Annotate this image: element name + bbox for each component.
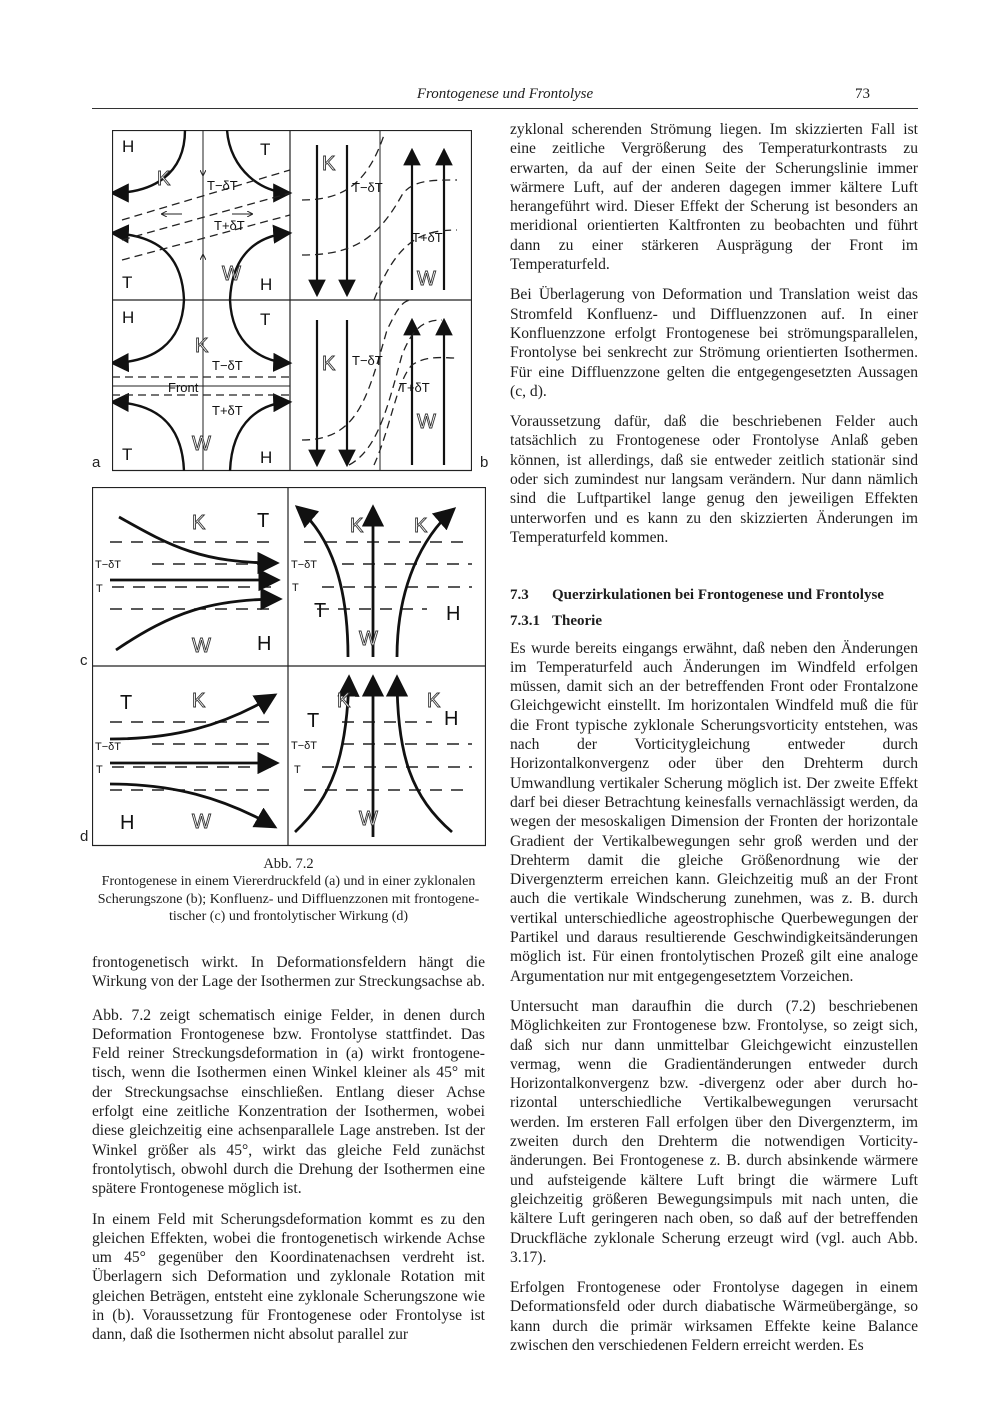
figure-caption-text: Frontogenese in einem Viererdruckfeld (a) und in einer zyklonalen Scherungszone (b); Konfluenz- und Diffluenzzonen mit frontogene-tischer (c) und frontolytischer Wirkung (d) (97, 874, 480, 924)
paragraph: Untersucht man daraufhin die durch (7.2) beschriebenen Möglichkeiten zur Frontogenese bzw. Frontolyse, so zeigt sich, daß sich nur dann unmittelbar Gleichgewicht einzustellen vermag, wenn die Gradientänderungen entweder durch Horizontalkonvergenz bzw. -divergenz oder aber durch horizontal unterschiedliche Vertikalbewegungen verursacht werden. Im ersteren Fall erfolgen über den Divergenzterm, im zweiten durch den Drehterm die notwendigen Vorticityänderungen. Bei Frontogenese z. B. durch absinkende wärmere und aufsteigende kältere Luft bringt die wärmere Luft gleichzeitig größeren Bewegungsimpuls mit nach unten, die kältere Luft geringeren nach oben, so daß auf der betreffenden Druckfläche zyklonale Scherung erzeugt wird (vgl. auch Abb. 3.17). (510, 997, 918, 1266)
label-t-minus: T−δT (212, 358, 243, 373)
right-column-top (510, 120, 918, 558)
label-t: T (122, 273, 133, 292)
label-t: T (294, 764, 301, 776)
subsection-number: 7.3.1 (510, 613, 540, 630)
label-k: K (414, 515, 428, 537)
figure-caption (92, 856, 485, 925)
label-t-minus: T−δT (352, 353, 383, 368)
label-h: H (122, 308, 135, 327)
label-t: T (257, 510, 270, 532)
label-k: K (337, 690, 351, 712)
panel-label-c: c (80, 652, 88, 669)
label-t-minus: T−δT (352, 180, 383, 195)
label-t: T (96, 583, 103, 595)
figure-panels-ab (112, 130, 472, 472)
paragraph: zyklonal scherenden Strömung liegen. Im skizzierten Fall ist eine zeitliche Vergrößerung des Temperaturkontrasts zu erwarten, da auf der einen Seite der Scherungslinie immer wärmere Luft, auf der anderen dagegen immer kältere Luft herangeführt wird. Dieser Effekt der Scherung ist besonders an meridional orientierten Kaltfronten zu beobachten und führt dann zu einer stärkeren Ausprägung der Front im Temperaturfeld. (510, 121, 918, 274)
paragraph: Es wurde bereits eingangs erwähnt, daß neben den Änderungen im Temperaturfeld auch Änderungen im Windfeld erfolgen müssen, damit sich an der betreffenden Front oder Frontalzone Gleichgewicht einstellt. Im horizontalen Windfeld muß die für die Front typische zyklonale Scherungsvorticity entstehen, was nach der Vorticitygleichung entweder durch Horizontalkonvergenz oder über den Drehterm durch Umwandlung vertikaler Scherung möglich ist. Der zweite Effekt darf bei dieser Betrachtung keinesfalls vernachlässigt werden, da wegen der mesoskaligen Dimension der Fronten der horizontale Gradient der Vertikalbewegungen sehr groß werden und der Drehterm damit die gleiche Größenordnung wie der Divergenzterm erreichen kann. Gleichzeitig muß an der Front auch die vertikale Windscherung zunehmen, was z. B. durch vertikal unterschiedliche ageostrophische Querbewegungen der Partikel und daraus resultierende Geschwindigkeitsänderungen möglich ist. Für einen frontolytischen Prozeß gilt eine analoge Argumentation nur mit entgegengesetztem Vorzeichen. (510, 639, 918, 985)
label-t-plus: T+δT (399, 380, 430, 395)
label-w: W (222, 263, 241, 285)
label-w: W (359, 628, 378, 650)
label-w: W (417, 411, 436, 433)
label-t: T (292, 582, 299, 594)
label-front: Front (168, 380, 199, 395)
label-t-minus: T−δT (207, 178, 238, 193)
diagram-cd (92, 487, 486, 847)
running-header (92, 86, 918, 109)
paragraph: Erfolgen Frontogenese oder Frontolyse dagegen in einem Deformationsfeld oder durch diabatische Wärmeübergänge, so kann durch die primär wirksamen Effekte keine Balance zwischen den verschiedenen Feldern erreicht werden. Es (510, 1279, 918, 1354)
label-h: H (122, 137, 135, 156)
label-h: H (257, 633, 272, 655)
label-w: W (359, 808, 378, 830)
label-h: H (260, 448, 273, 467)
label-k: K (192, 690, 206, 712)
label-k: K (195, 335, 209, 357)
panel-label-d: d (80, 828, 89, 845)
label-w: W (192, 635, 211, 657)
paragraph: Bei Überlagerung von Deformation und Translation weist das Stromfeld Konfluenz- und Diffluenzzonen auf. In einer Konfluenzzone erfolgt Frontogenese bei strömungsparallelen, Frontolyse bei senkrecht zur Strömung orientierten Isothermen. Für eine Diffluenzzone gelten die entgegengesetzten Aussagen (c, d). (510, 286, 918, 400)
page-number: 73 (855, 86, 870, 102)
label-t-minus: T−δT (95, 741, 121, 753)
paragraph: frontogenetisch wirkt. In Deformationsfeldern hängt die Wirkung von der Lage der Isothermen zur Streckungsachse ab. (92, 954, 485, 991)
label-t: T (260, 310, 271, 329)
label-k: K (192, 512, 206, 534)
label-h: H (260, 275, 273, 294)
label-h: H (446, 603, 461, 625)
subsection-title: Theorie (552, 613, 602, 630)
label-k: K (157, 168, 171, 190)
label-t: T (260, 140, 271, 159)
label-w: W (192, 433, 211, 455)
diagram-ab (112, 130, 472, 472)
right-column-section (510, 586, 918, 1366)
subsection-heading (510, 612, 918, 631)
label-k: K (322, 153, 336, 175)
label-t-plus: T+δT (214, 218, 245, 233)
label-t-minus: T−δT (95, 559, 121, 571)
label-t-plus: T+δT (212, 403, 243, 418)
paragraph: In einem Feld mit Scherungsdeformation kommt es zu den gleichen Effekten, wobei die frontogenetisch wirkende Achse um 45° gegenüber den Koordinatenachsen verdreht ist. Überlagern sich Deformation und zyklonale Rotation mit gleichen Beträgen, entsteht eine zyklonale Scherungszone wie in (b). Voraussetzung für Frontogenese oder Frontolyse ist dann, daß die Isothermen nicht absolut parallel zur (92, 1210, 485, 1344)
section-number: 7.3 (510, 587, 529, 603)
label-t-minus: T−δT (291, 559, 317, 571)
section-heading (510, 586, 918, 605)
label-w: W (192, 811, 211, 833)
label-t: T (314, 600, 327, 622)
paragraph: Voraussetzung dafür, daß die beschriebenen Felder auch tatsächlich zu Frontogenese oder Frontolyse Anlaß geben können, ist allerdings, daß sie entweder zeitlich stationär sind oder sich zumindest nur langsam verändern. Nur dann nämlich sind die Luftpartikel lange genug den jeweiligen Effekten unterworfen und es kann zu den skizzierten Änderungen im Temperaturfeld kommen. (510, 413, 918, 546)
label-w: W (417, 268, 436, 290)
panel-label-a: a (92, 454, 101, 471)
left-column (92, 953, 485, 1356)
running-title: Frontogenese und Frontolyse (416, 86, 594, 102)
label-k: K (322, 353, 336, 375)
paragraph: Abb. 7.2 zeigt schematisch einige Felder, in denen durch Deformation Frontogenese bzw. Frontolyse stattfindet. Das Feld reiner Streckungsdeformation in (a) wirkt frontogenetisch, wenn die Isothermen einen Winkel kleiner als 45° mit der Streckungsachse einschließen. Entlang dieser Achse erfolgt eine zeitliche Konzentration der Isothermen, wobei diese gleichzeitig eine achsenparallele Lage anstreben. Ist der Winkel größer als 45°, wirkt das gleiche Feld zunächst frontolytisch, obwohl durch die Drehung der Isothermen eine spätere Frontogenese möglich ist. (92, 1006, 485, 1198)
label-t: T (120, 692, 133, 714)
panel-label-b: b (480, 454, 489, 471)
figure-panels-cd (92, 487, 486, 847)
label-t: T (96, 764, 103, 776)
label-h: H (120, 812, 135, 834)
label-t: T (307, 710, 320, 732)
label-t-plus: T+δT (412, 230, 443, 245)
label-h: H (444, 708, 459, 730)
label-t-minus: T−δT (291, 740, 317, 752)
label-t: T (122, 445, 133, 464)
section-title: Querzirkulationen bei Frontogenese und Frontolyse (552, 587, 884, 603)
label-k: K (350, 515, 364, 537)
figure-number: Abb. 7.2 (263, 856, 314, 872)
label-k: K (427, 690, 441, 712)
